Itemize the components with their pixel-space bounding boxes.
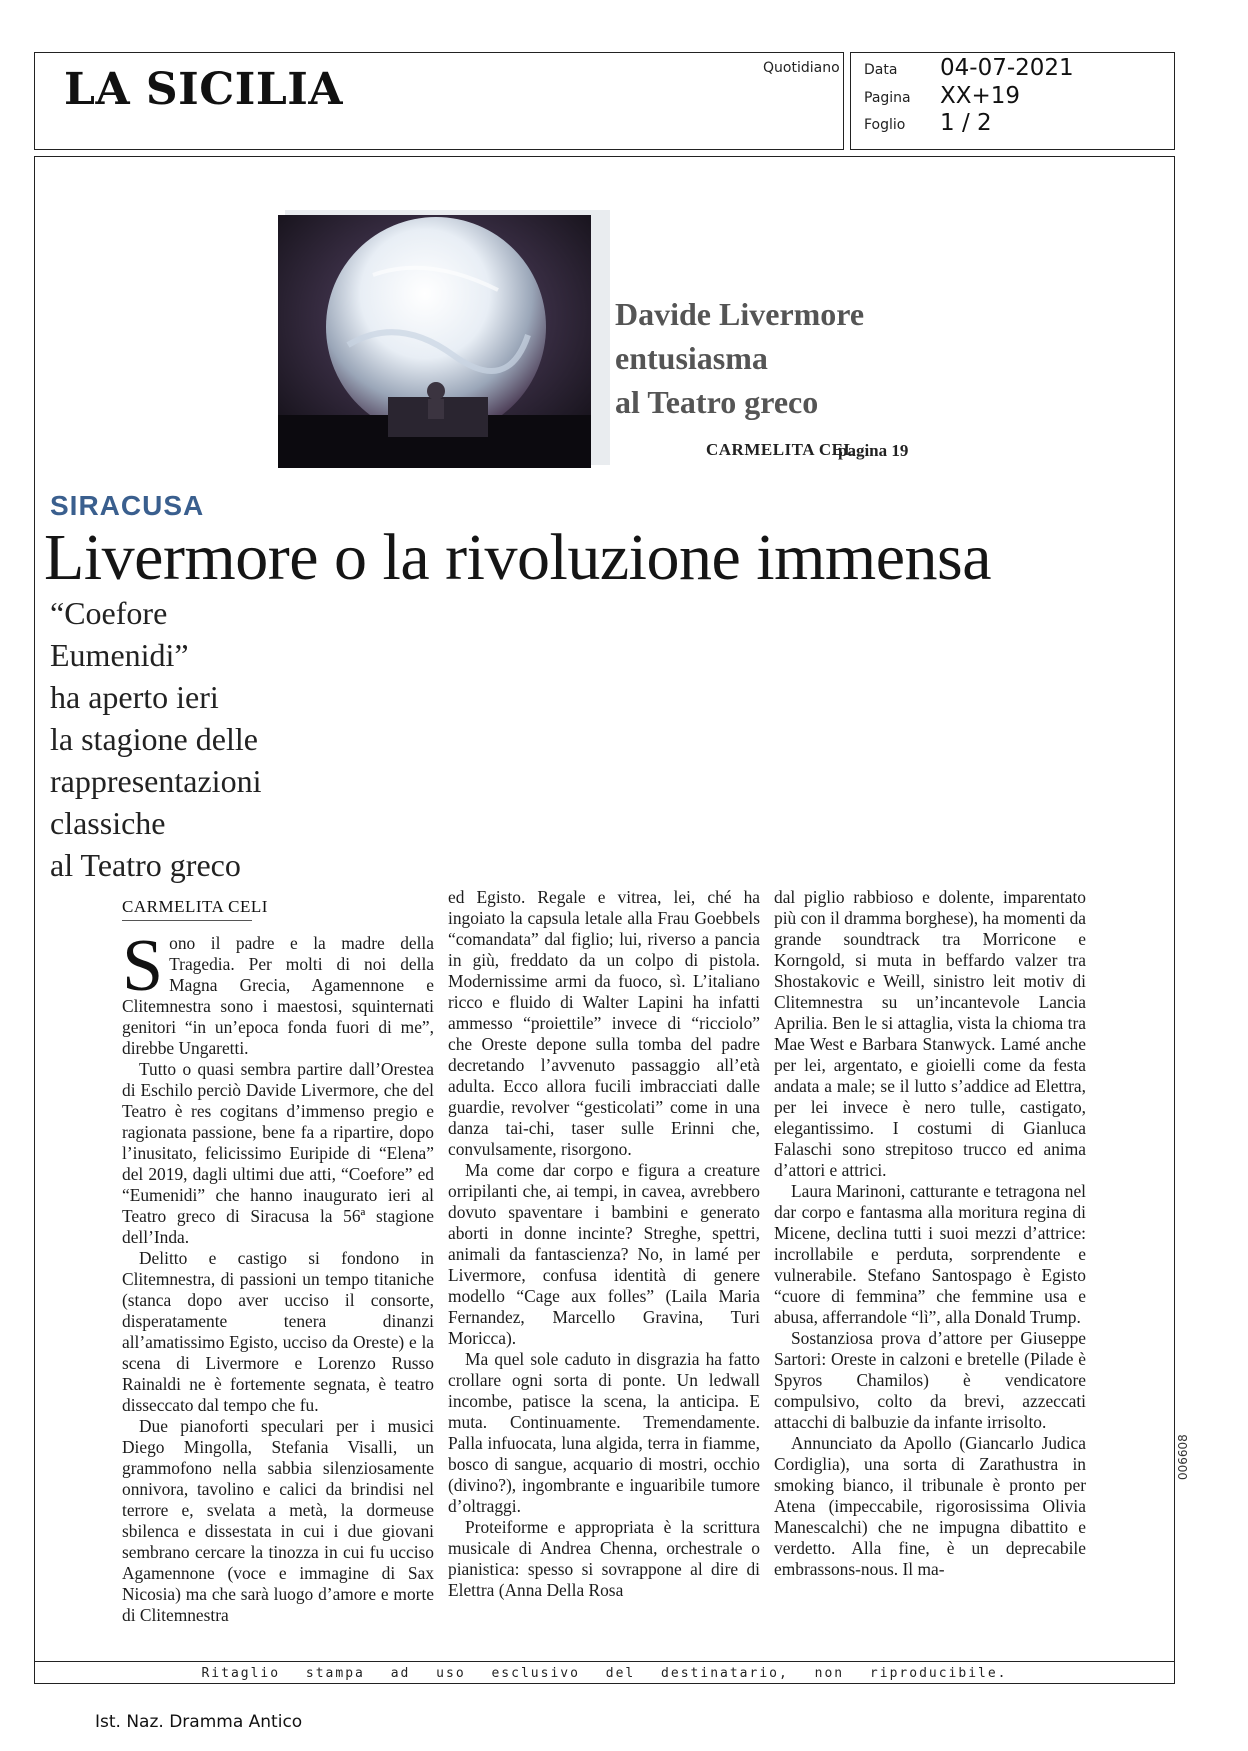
body-paragraph: ed Egisto. Regale e vitrea, lei, ché ha ingoiato la capsula letale alla Frau Goebbels “comandata” dal figlio; lui, riverso a pancia in giù, freddato da un colpo di pistola. Modernissime armi da fuoco, sì. L’italiano ricco e fluido di Walter Lapini ha infatti ammesso “proiettile” invece di “ricciolo” che Oreste depone sulla tomba del padre decretando l’avvenuto passaggio all’età adulta. Ecco allora fucili imbracciati dalle guardie, revolver “gesticolati” come in una danza tai-chi, taser sulle Erinni che, convulsamente, risorgono. <box>448 887 760 1159</box>
teaser-byline: CARMELITA CEL <box>706 440 856 459</box>
meta-value-date: 04-07-2021 <box>940 55 1074 81</box>
body-paragraph: Sono il padre e la madre della Tragedia. Per molti di noi della Magna Grecia, Agamennone e Clitemnestra sono i maestosi, squinternati genitori “in un’epoca fonda fuori di me”, direbbe Ungaretti. <box>122 925 434 1058</box>
teaser-page-ref: pagina 19 <box>838 441 909 460</box>
subhead-line: classiche <box>50 805 166 841</box>
body-paragraph: Proteiforme e appropriata è la scrittura musicale di Andrea Chenna, orchestrale o pianistica: spesso si sovrappone al dire di Elettra (Anna Della Rosa <box>448 1517 760 1600</box>
teaser-line-2: entusiasma <box>615 340 768 376</box>
body-paragraph: Annunciato da Apollo (Giancarlo Judica Cordiglia), una sorta di Zarathustra in smoking bianco, il tribunale è pronto per Atena (impeccabile, rigorosissima Olivia Manescalchi) che ne impugna dibattito e verdetto. Alla fine, è un deprecabile embrassons-nous. Il ma- <box>774 1433 1086 1579</box>
article-column-1 <box>122 925 434 1626</box>
meta-value-page: XX+19 <box>940 83 1021 109</box>
clipping-code: 006608 <box>1176 1434 1190 1480</box>
subhead-line: rappresentazioni <box>50 763 262 799</box>
clipping-notice: Ritaglio stampa ad uso esclusivo del destinatario, non riproducibile. <box>201 1666 1008 1681</box>
footer-divider <box>34 1661 1175 1662</box>
body-paragraph: Tutto o quasi sembra partire dall’Orestea di Eschilo perciò Davide Livermore, che del Teatro è res cogitans d’immenso pregio e ragionata passione, bene fa a ripartire, dopo l’inusitato, felicissimo Euripide di “Elena” del 2019, dagli ultimi due atti, “Coefore” ed “Eumenidi” che hanno inaugurato ieri al Teatro greco di Siracusa la 56ª stagione dell’Inda. <box>122 1059 434 1247</box>
body-paragraph: Ma quel sole caduto in disgrazia ha fatto crollare ogni sorta di ponte. Un ledwall incombe, patisce la scena, la anticipa. E muta. Continuamente. Tremendamente. Palla infuocata, luna algida, terra in fiamme, bosco di sangue, acquario di mostri, occhio (divino?), ingombrante e inguaribile tumore d’oltraggi. <box>448 1349 760 1516</box>
article-byline: CARMELITA CELI <box>122 897 268 916</box>
meta-value-sheet: 1 / 2 <box>940 110 992 136</box>
byline-divider <box>122 920 252 921</box>
dropcap-letter: S <box>122 925 164 1007</box>
body-paragraph: Delitto e castigo si fondono in Clitemnestra, di passioni un tempo titaniche (stanca dopo aver ucciso il consorte, disperatamente tenera dinanzi all’amatissimo Egisto, ucciso da Oreste) e la scena di Livermore e Lorenzo Russo Rainaldi ne è fortemente segnata, è teatro disseccato dal tempo che fu. <box>122 1248 434 1415</box>
stage-photo <box>278 215 591 468</box>
body-paragraph: Laura Marinoni, catturante e tetragona nel dar corpo e fantasma alla moritura regina di Micene, declina tutti i suoi mezzi d’attrice: incrollabile e perduta, sorprendente e vulnerabile. Stefano Santospago è Egisto “cuore di femmina” che femmine usa e abusa, afferrandole “lì”, alla Donald Trump. <box>774 1181 1086 1327</box>
meta-label-page: Pagina <box>864 90 911 106</box>
article-headline: Livermore o la rivoluzione immensa <box>44 521 992 594</box>
teaser-line-3: al Teatro greco <box>615 384 819 420</box>
body-paragraph: dal piglio rabbioso e dolente, imparentato più con il dramma borghese), ha momenti da grande soundtrack tra Morricone e Korngold, si muta in beffardo valzer tra Shostakovic e Weill, sinistro leit motiv di Clitemnestra su un’incantevole Lancia Aprilia. Ben le si attaglia, vista la chioma tra Mae West e Barbara Stanwyck. Lamé anche per lei, argentato, e gioielli come da festa andata a male; se il lutto s’addice ad Elettra, per lei invece è nero tulle, castigato, elegantissimo. I costumi di Gianluca Falaschi sono strepitoso trucco ed anima d’attori e attrici. <box>774 887 1086 1180</box>
kicker-location: SIRACUSA <box>50 490 205 521</box>
subhead-line: “Coefore <box>50 595 168 631</box>
meta-label-sheet: Foglio <box>864 117 906 133</box>
teaser-line-1: Davide Livermore <box>615 296 865 332</box>
meta-label-date: Data <box>864 62 898 78</box>
subhead-line: la stagione delle <box>50 721 258 757</box>
body-paragraph: Due pianoforti speculari per i musici Diego Mingolla, Stefania Visalli, un grammofono nella sabbia silenziosamente onnivora, tavolino e calici da brindisi nel terrore e, svelata a metà, la dormeuse sbilenca e dissestata in cui i due giovani sembrano cercare la tinozza in cui fu ucciso Agamennone (voce e immagine di Sax Nicosia) ma che sarà luogo d’amore e morte di Clitemnestra <box>122 1416 434 1625</box>
body-paragraph: Ma come dar corpo e figura a creature orripilanti che, ai tempi, in cavea, avrebbero dovuto spaventare i bambini e generato aborti in donne incinte? Streghe, spettri, animali da fantascienza? No, in lamé per Livermore, confusa identità di genere modello “Cage aux folles” (Laila Maria Fernandez, Marcello Gravina, Turi Moricca). <box>448 1160 760 1348</box>
article-column-2 <box>448 887 760 1601</box>
subhead-line: al Teatro greco <box>50 847 241 883</box>
subhead-line: Eumenidi” <box>50 637 189 673</box>
subhead-line: ha aperto ieri <box>50 679 219 715</box>
institution-name: Ist. Naz. Dramma Antico <box>95 1712 303 1732</box>
article-column-3 <box>774 887 1086 1580</box>
newspaper-masthead: LA SICILIA <box>64 64 344 115</box>
body-paragraph: Sostanziosa prova d’attore per Giuseppe Sartori: Oreste in calzoni e bretelle (Pilade è Spyros Chamilos) è vendicatore compulsivo, colto da brevi, azzeccati attacchi di balbuzie da infante irrisolto. <box>774 1328 1086 1432</box>
stage-sphere-image <box>278 215 591 468</box>
publication-type: Quotidiano <box>763 60 840 76</box>
